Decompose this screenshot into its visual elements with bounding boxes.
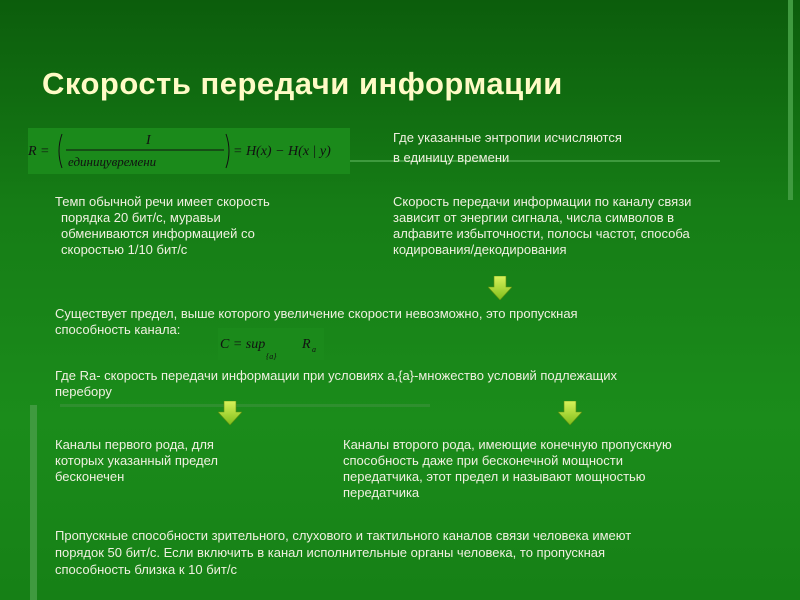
entropy-note bbox=[393, 128, 622, 168]
first-kind-line-3: бесконечен bbox=[55, 469, 125, 484]
formula-capacity bbox=[218, 328, 324, 360]
ra-definition-block bbox=[55, 368, 617, 400]
formula2-sub: {a} bbox=[266, 352, 277, 360]
channel-rate-block bbox=[393, 194, 691, 258]
formula2-lhs: C = sup bbox=[220, 337, 266, 352]
down-arrow-right-icon bbox=[558, 401, 582, 425]
first-kind-line-1: Каналы первого рода, для bbox=[55, 437, 214, 452]
formula1-denominator: единицувремени bbox=[68, 154, 157, 169]
channel-line-3: алфавите избыточности, полосы частот, способа bbox=[393, 226, 690, 241]
first-kind-channels bbox=[55, 437, 218, 485]
second-kind-line-2: способность даже при бесконечной мощности bbox=[343, 453, 623, 468]
limit-line-2: способность канала: bbox=[55, 322, 181, 337]
down-arrow-left-icon bbox=[218, 401, 242, 425]
left-vertical-bar bbox=[30, 405, 37, 600]
second-kind-channels bbox=[343, 437, 672, 501]
formula2-var-sub: a bbox=[312, 345, 316, 354]
limit-line-1: Существует предел, выше которого увеличение скорости невозможно, это пропускная bbox=[55, 306, 578, 321]
slide-title: Скорость передачи информации bbox=[42, 66, 563, 101]
second-kind-line-4: передатчика bbox=[343, 485, 420, 500]
ra-line-2: перебору bbox=[55, 384, 112, 399]
formula1-numerator: I bbox=[146, 133, 151, 148]
entropy-note-line-2: в единицу времени bbox=[393, 150, 510, 165]
channel-line-4: кодирования/декодирования bbox=[393, 242, 567, 257]
formula1-rhs: = H(x) − H(x | y) bbox=[233, 144, 331, 159]
capacity-line-2: порядок 50 бит/с. Если включить в канал исполнительные органы человека, то пропускная bbox=[55, 545, 606, 560]
capacity-line-3: способность близка к 10 бит/с bbox=[55, 562, 237, 577]
speech-line-4: скоростью 1/10 бит/с bbox=[61, 242, 188, 257]
capacity-line-1: Пропускные способности зрительного, слухового и тактильного каналов связи человека имеют bbox=[55, 528, 632, 543]
formula-entropy-rate bbox=[28, 128, 350, 174]
human-capacity-block bbox=[55, 527, 631, 578]
right-vertical-bar bbox=[788, 0, 793, 200]
speech-line-3: обмениваются информацией со bbox=[61, 226, 255, 241]
second-kind-line-3: передатчика, этот предел и называют мощностью bbox=[343, 469, 646, 484]
channel-line-1: Скорость передачи информации по каналу связи bbox=[393, 194, 692, 209]
first-kind-line-2: которых указанный предел bbox=[55, 453, 219, 468]
channel-line-2: зависит от энергии сигнала, числа символов в bbox=[393, 210, 675, 225]
formula1-lhs: R = bbox=[28, 144, 50, 159]
formula-capacity-graphic bbox=[218, 328, 324, 360]
down-arrow-icon bbox=[488, 276, 512, 300]
entropy-note-line-1: Где указанные энтропии исчисляются bbox=[393, 130, 622, 145]
ra-line-1: Где Ra- скорость передачи информации при условиях а,{a}-множество условий подлежащих bbox=[55, 368, 618, 383]
speech-line-1: Темп обычной речи имеет скорость bbox=[55, 194, 270, 209]
speech-rate-block bbox=[55, 194, 270, 258]
speech-line-2: порядка 20 бит/с, муравьи bbox=[61, 210, 221, 225]
middle-divider-line bbox=[60, 404, 430, 407]
second-kind-line-1: Каналы второго рода, имеющие конечную пропускную bbox=[343, 437, 672, 452]
formula-entropy-rate-graphic bbox=[28, 128, 350, 174]
formula2-var: R bbox=[302, 337, 311, 352]
